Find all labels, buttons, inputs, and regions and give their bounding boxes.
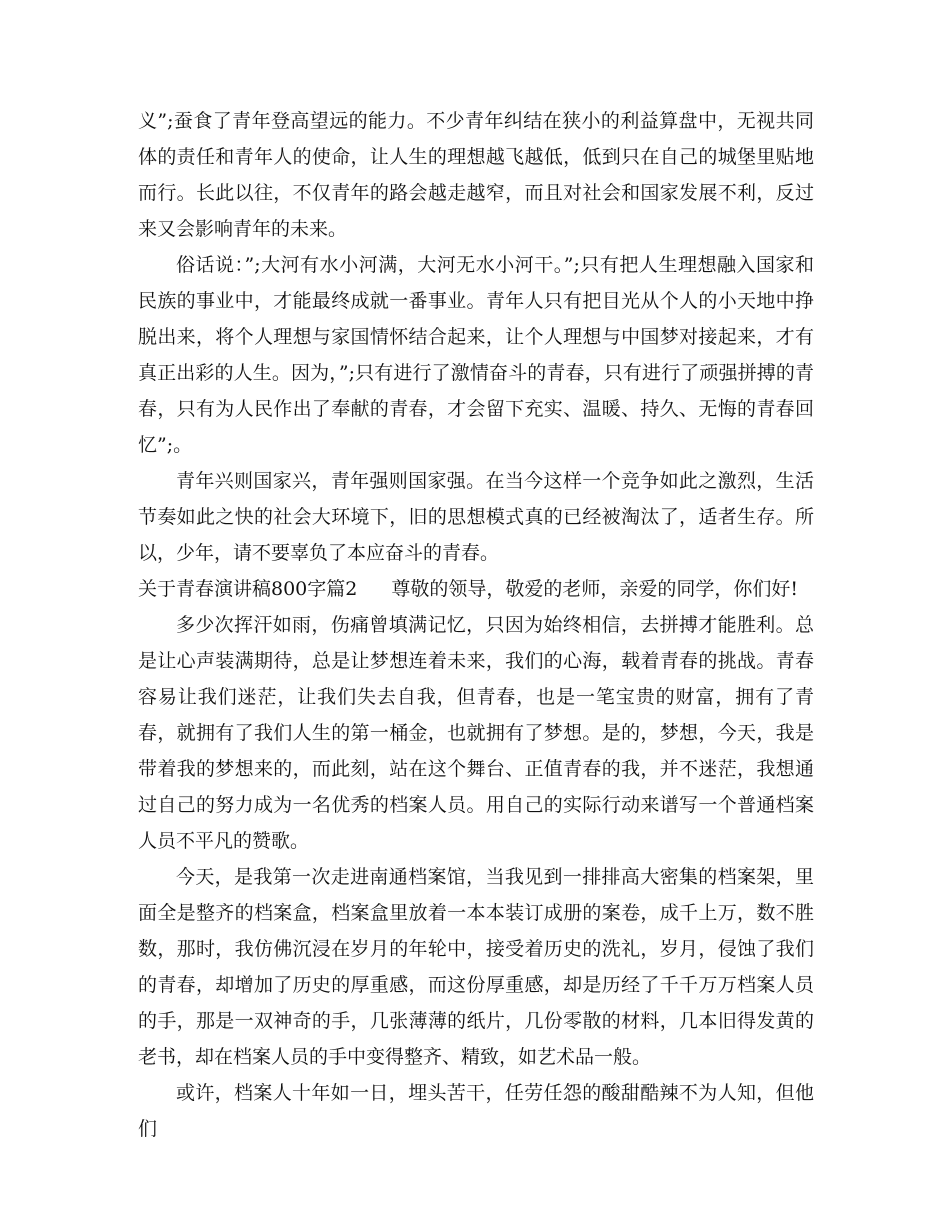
salutation: 尊敬的领导，敬爱的老师，亲爱的同学，你们好!: [391, 578, 798, 600]
paragraph-continuation: 义”;蚕食了青年登高望远的能力。不少青年纠结在狭小的利益算盘中，无视共同体的责任和青年人的使命，让人生的理想越飞越低，低到只在自己的城堡里贴地而行。长此以往，不仅青年的路会越走越窄，而且对社会和国家发展不利，反过来又会影响青年的未来。: [138, 110, 814, 240]
paragraph-dream: 多少次挥汗如雨，伤痛曾填满记忆，只因为始终相信，去拼搏才能胜利。总是让心声装满期待，总是让梦想连着未来，我们的心海，载着青春的挑战。青春容易让我们迷茫，让我们失去自我，但青春，也是一笔宝贵的财富，拥有了青春，就拥有了我们人生的第一桶金，也就拥有了梦想。是的，梦想，今天，我是带着我的梦想来的，而此刻，站在这个舞台、正值青春的我，并不迷茫，我想通过自己的努力成为一名优秀的档案人员。用自己的实际行动来谱写一个普通档案人员不平凡的赞歌。: [138, 614, 814, 852]
paragraph-youth-nation: 青年兴则国家兴，青年强则国家强。在当今这样一个竞争如此之激烈，生活节奏如此之快的社会大环境下，旧的思想模式真的已经被淘汰了，适者生存。所以，少年，请不要辜负了本应奋斗的青春。: [138, 470, 814, 564]
paragraph-archivists: 或许，档案人十年如一日，埋头苦干，任劳任怨的酸甜酷辣不为人知，但他们: [138, 1082, 814, 1140]
paragraph-proverb: 俗话说：”;大河有水小河满，大河无水小河干。”;只有把人生理想融入国家和民族的事业中，才能最终成就一番事业。青年人只有把目光从个人的小天地中挣脱出来，将个人理想与家国情怀结合起来，让个人理想与中国梦对接起来，才有真正出彩的人生。因为，”;只有进行了激情奋斗的青春，只有进行了顽强拼搏的青春，只有为人民作出了奉献的青春，才会留下充实、温暖、持久、无悔的青春回忆”;。: [138, 254, 814, 456]
section-heading-line: [138, 571, 814, 607]
section-title: 关于青春演讲稿800字篇2: [138, 578, 358, 600]
document-body: [138, 103, 814, 1147]
paragraph-archive-visit: 今天，是我第一次走进南通档案馆，当我见到一排排高大密集的档案架，里面全是整齐的档案盒，档案盒里放着一本本装订成册的案卷，成千上万，数不胜数，那时，我仿佛沉浸在岁月的年轮中，接受着历史的洗礼，岁月，侵蚀了我们的青春，却增加了历史的厚重感，而这份厚重感，却是历经了千千万万档案人员的手，那是一双神奇的手，几张薄薄的纸片，几份零散的材料，几本旧得发黄的老书，却在档案人员的手中变得整齐、精致，如艺术品一般。: [138, 866, 814, 1068]
